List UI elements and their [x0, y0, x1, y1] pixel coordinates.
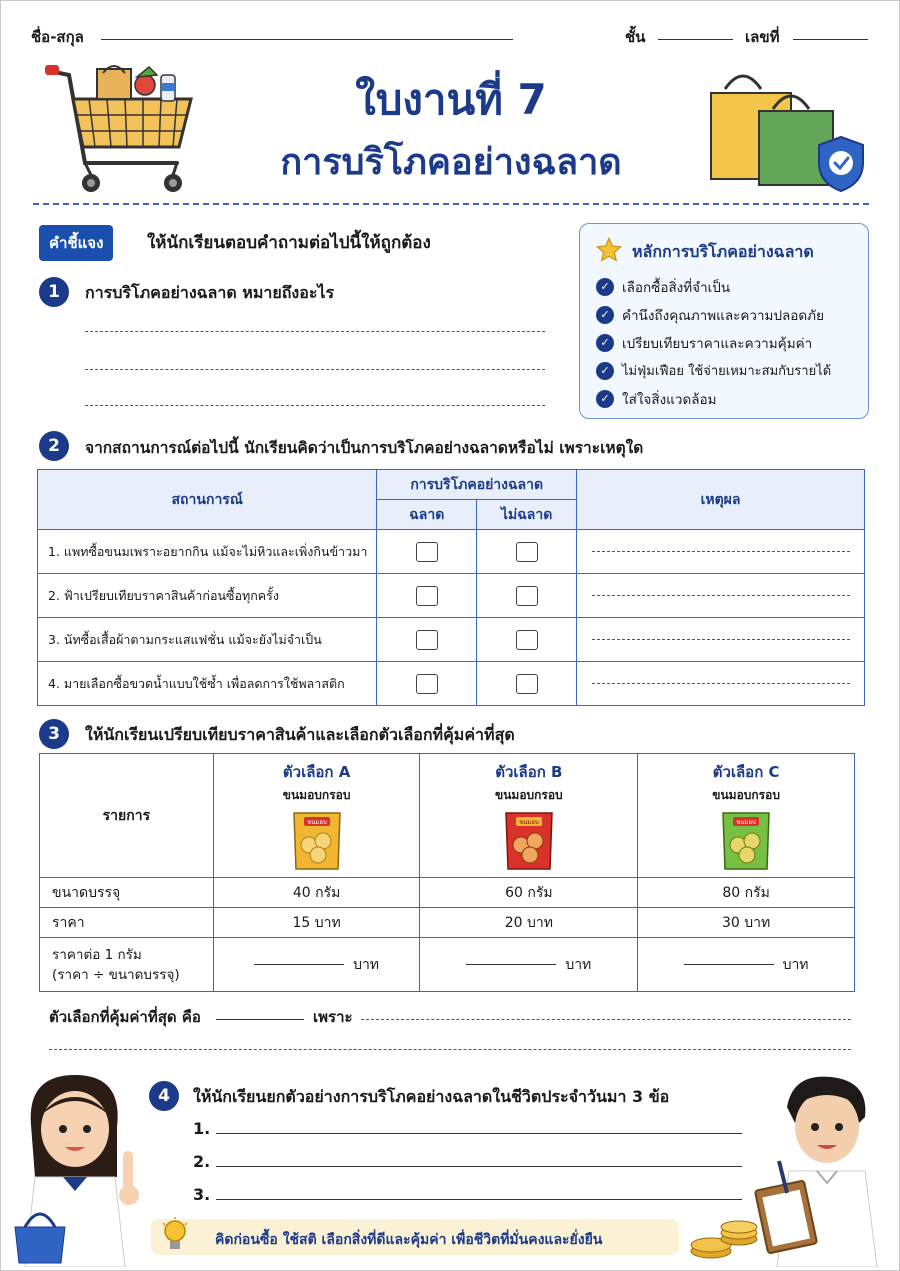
check-circle-icon: ✓ — [596, 278, 614, 296]
option-c: ตัวเลือก C ขนมอบกรอบ ขนมอบ — [638, 754, 855, 878]
tips-box — [579, 223, 869, 419]
q1-text: การบริโภคอย่างฉลาด หมายถึงอะไร — [85, 283, 335, 302]
snack-bag-a-icon — [290, 809, 344, 873]
svg-text:ขนมอบ: ขนมอบ — [306, 819, 327, 826]
best-option-field[interactable] — [216, 1019, 304, 1020]
reason-line[interactable] — [592, 683, 850, 684]
unit-price-c-field[interactable] — [684, 964, 774, 965]
q4-text: ให้นักเรียนยกตัวอย่างการบริโภคอย่างฉลาดในชีวิตประจำวันมา 3 ข้อ — [193, 1087, 670, 1106]
col-not-smart: ไม่ฉลาด — [477, 500, 577, 530]
size-c: 80 กรัม — [638, 878, 855, 908]
q3-number: 3 — [39, 719, 69, 749]
smart-checkbox[interactable] — [416, 630, 438, 650]
number-label: เลขที่ — [745, 28, 780, 46]
table-row — [38, 574, 865, 618]
because-field-line2[interactable] — [49, 1049, 851, 1050]
option-b: ตัวเลือก B ขนมอบกรอบ ขนมอบ — [420, 754, 638, 878]
size-a: 40 กรัม — [213, 878, 420, 908]
col-smart-group: การบริโภคอย่างฉลาด — [377, 470, 577, 500]
number-field-line[interactable] — [793, 39, 868, 40]
price-a: 15 บาท — [213, 908, 420, 938]
not-smart-checkbox[interactable] — [516, 586, 538, 606]
tip-item: ✓ ไม่ฟุ่มเฟือย ใช้จ่ายเหมาะสมกับรายได้ — [596, 360, 831, 381]
lightbulb-icon — [161, 1217, 189, 1257]
not-smart-checkbox[interactable] — [516, 674, 538, 694]
col-reason: เหตุผล — [577, 470, 865, 530]
q1-answer-line[interactable] — [85, 369, 545, 370]
price-b: 20 บาท — [420, 908, 638, 938]
price-c: 30 บาท — [638, 908, 855, 938]
check-circle-icon: ✓ — [596, 306, 614, 324]
q4-answer-line[interactable] — [216, 1133, 742, 1134]
row-unit-price-label: ราคาต่อ 1 กรัม (ราคา ÷ ขนาดบรรจุ) — [40, 938, 214, 992]
class-field-line[interactable] — [658, 39, 733, 40]
col-smart: ฉลาด — [377, 500, 477, 530]
col-item: รายการ — [40, 754, 214, 878]
table-row — [38, 662, 865, 706]
coins-icon — [687, 1213, 761, 1261]
smart-checkbox[interactable] — [416, 674, 438, 694]
situation-text: 2. ฟ้าเปรียบเทียบราคาสินค้าก่อนซื้อทุกครั้ง — [38, 574, 377, 618]
q2-number: 2 — [39, 431, 69, 461]
svg-text:ขนมอบ: ขนมอบ — [519, 819, 539, 826]
check-circle-icon: ✓ — [596, 334, 614, 352]
snack-bag-b-icon — [502, 809, 556, 873]
q1-answer-line[interactable] — [85, 331, 545, 332]
situation-text: 3. นัทซื้อเสื้อผ้าตามกระแสแฟชั่น แม้จะยังไม่จำเป็น — [38, 618, 377, 662]
q3-text: ให้นักเรียนเปรียบเทียบราคาสินค้าและเลือกตัวเลือกที่คุ้มค่าที่สุด — [85, 725, 515, 744]
instructions-badge: คำชี้แจง — [39, 225, 113, 261]
best-option-label: ตัวเลือกที่คุ้มค่าที่สุด คือ — [49, 1008, 201, 1026]
q4-number: 4 — [149, 1081, 179, 1111]
unit-price-a-field[interactable] — [254, 964, 344, 965]
instructions-text: ให้นักเรียนตอบคำถามต่อไปนี้ให้ถูกต้อง — [147, 233, 431, 253]
table-row — [40, 908, 855, 938]
col-situation: สถานการณ์ — [38, 470, 377, 530]
situation-text: 4. มายเลือกซื้อขวดน้ำแบบใช้ซ้ำ เพื่อลดการใช้พลาสติก — [38, 662, 377, 706]
reason-line[interactable] — [592, 639, 850, 640]
smart-checkbox[interactable] — [416, 586, 438, 606]
tips-title: หลักการบริโภคอย่างฉลาด — [632, 242, 814, 261]
reason-line[interactable] — [592, 551, 850, 552]
tip-item: ✓ คำนึงถึงคุณภาพและความปลอดภัย — [596, 304, 824, 326]
tip-item: ✓ เปรียบเทียบราคาและความคุ้มค่า — [596, 332, 812, 354]
not-smart-checkbox[interactable] — [516, 542, 538, 562]
star-icon — [594, 236, 624, 264]
svg-text:ขนมอบ: ขนมอบ — [736, 819, 756, 826]
name-field-line[interactable] — [101, 39, 513, 40]
header-divider — [33, 203, 869, 205]
q4-answer-line[interactable] — [216, 1166, 742, 1167]
table-row — [38, 530, 865, 574]
class-label: ชั้น — [625, 28, 646, 46]
student-boy-illustration — [753, 1067, 893, 1267]
row-size-label: ขนาดบรรจุ — [40, 878, 214, 908]
situations-table — [37, 469, 865, 706]
table-row — [40, 878, 855, 908]
reason-line[interactable] — [592, 595, 850, 596]
name-label: ชื่อ-สกุล — [31, 28, 84, 46]
worksheet-subtitle: การบริโภคอย่างฉลาด — [280, 142, 622, 183]
q2-text: จากสถานการณ์ต่อไปนี้ นักเรียนคิดว่าเป็นการบริโภคอย่างฉลาดหรือไม่ เพราะเหตุใด — [85, 439, 644, 457]
because-field[interactable] — [361, 1019, 851, 1020]
unit-price-b-field[interactable] — [466, 964, 556, 965]
smart-checkbox[interactable] — [416, 542, 438, 562]
check-circle-icon: ✓ — [596, 362, 614, 380]
price-compare-table — [39, 753, 855, 992]
student-girl-illustration — [5, 1067, 165, 1267]
check-circle-icon: ✓ — [596, 390, 614, 408]
q1-number: 1 — [39, 277, 69, 307]
situation-text: 1. แพทซื้อขนมเพราะอยากกิน แม้จะไม่หิวและเพิ่งกินข้าวมา — [38, 530, 377, 574]
because-label: เพราะ — [313, 1008, 353, 1026]
q4-item-number: 1. — [193, 1119, 211, 1138]
tip-item: ✓ เลือกซื้อสิ่งที่จำเป็น — [596, 276, 730, 298]
not-smart-checkbox[interactable] — [516, 630, 538, 650]
snack-bag-c-icon — [719, 809, 773, 873]
table-row — [38, 618, 865, 662]
q4-answer-line[interactable] — [216, 1199, 742, 1200]
size-b: 60 กรัม — [420, 878, 638, 908]
q4-item-number: 2. — [193, 1152, 211, 1171]
row-price-label: ราคา — [40, 908, 214, 938]
table-row: ราคาต่อ 1 กรัม (ราคา ÷ ขนาดบรรจุ) บาท บาท บาท — [40, 938, 855, 992]
q4-item-number: 3. — [193, 1185, 211, 1204]
option-a: ตัวเลือก A ขนมอบกรอบ ขนมอบ — [213, 754, 420, 878]
worksheet-title: ใบงานที่ 7 — [355, 75, 547, 124]
footer-text: คิดก่อนซื้อ ใช้สติ เลือกสิ่งที่ดีและคุ้มค่า เพื่อชีวิตที่มั่นคงและยั่งยืน — [215, 1232, 603, 1248]
tip-item: ✓ ใส่ใจสิ่งแวดล้อม — [596, 388, 717, 410]
q1-answer-line[interactable] — [85, 405, 545, 406]
shopping-bags-icon — [705, 71, 871, 197]
